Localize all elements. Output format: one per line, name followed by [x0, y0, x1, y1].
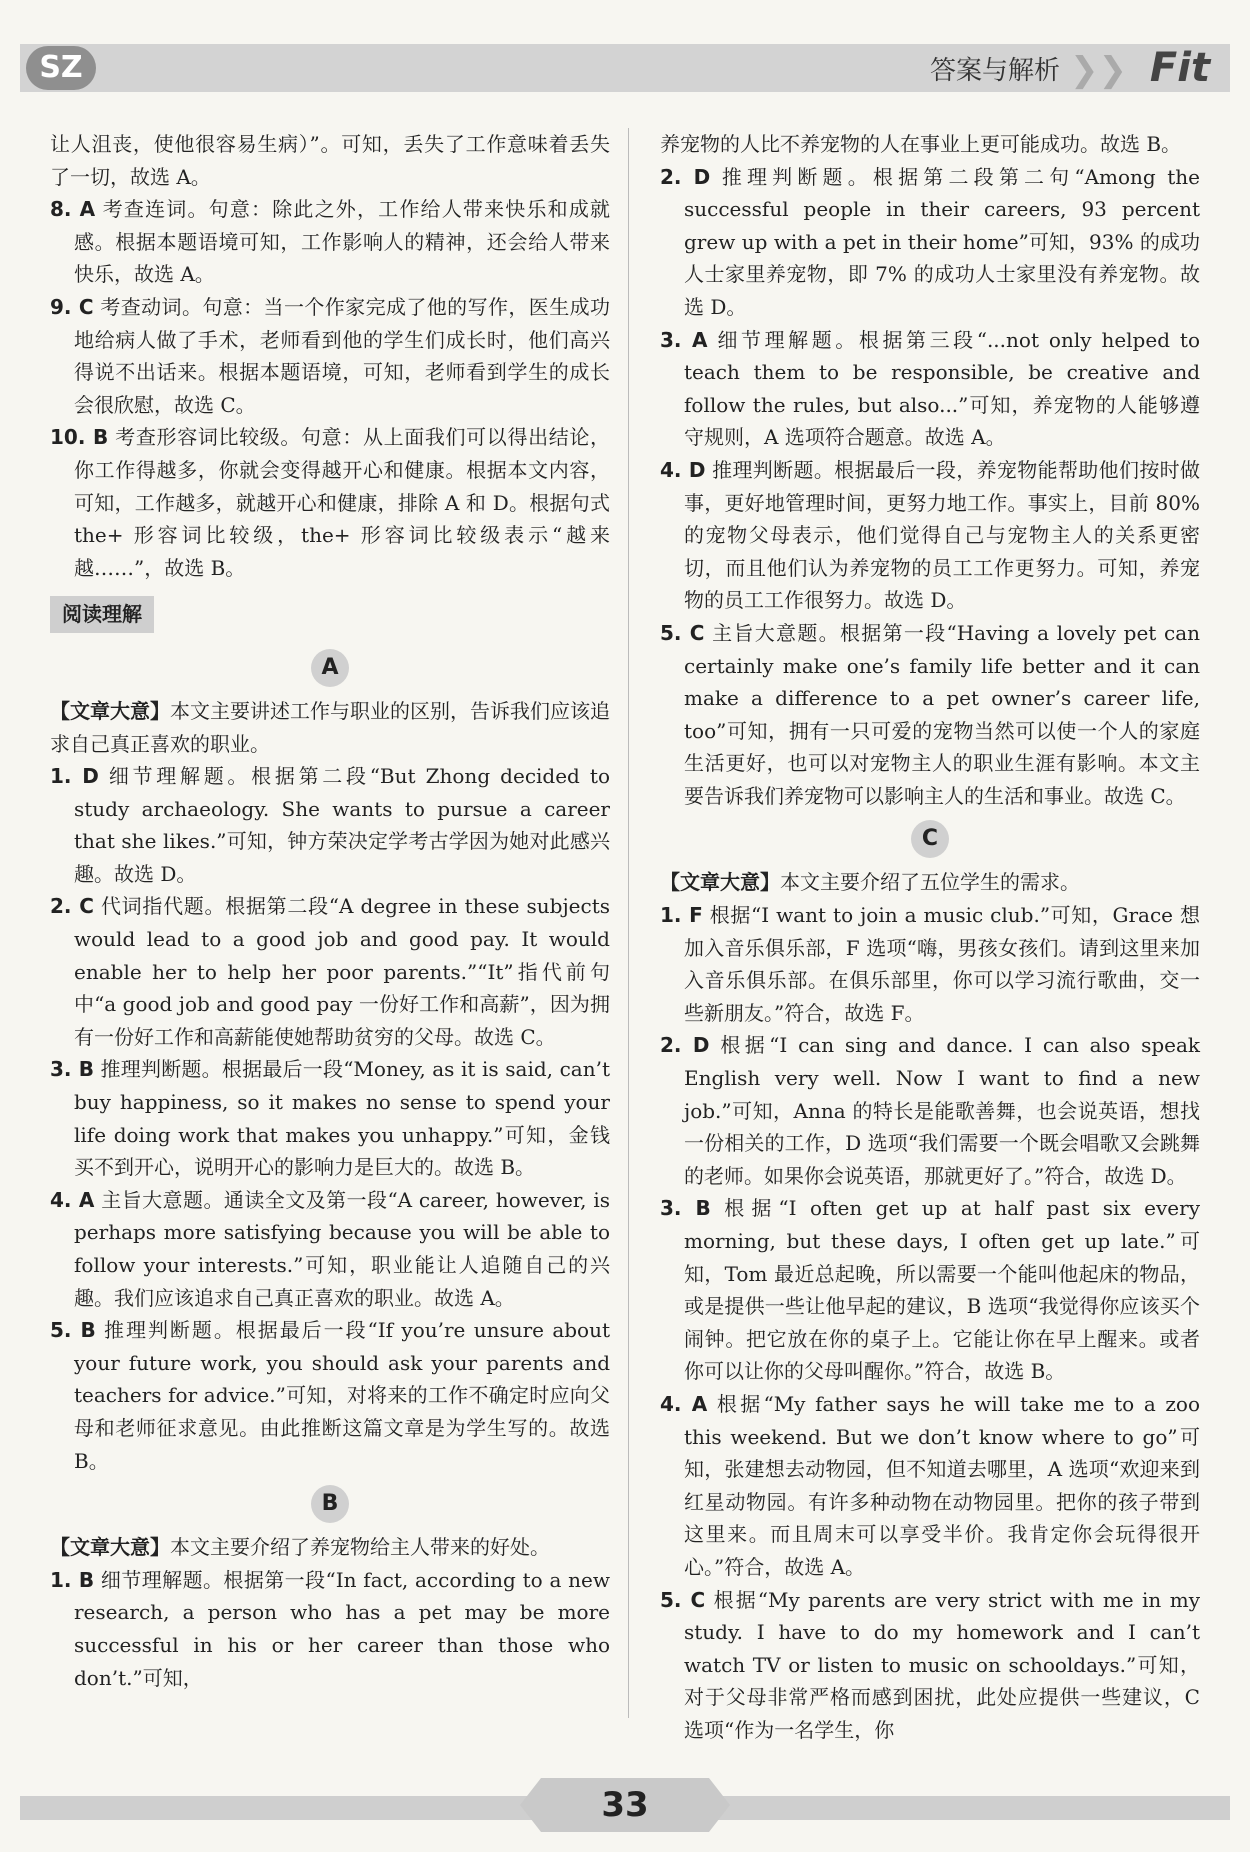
answer-number: 9. C — [50, 294, 94, 319]
answer-explanation: 细节理解题。根据第三段“...not only helped to teach them to be responsible, be creative and follow the rules, but also...”可知，养宠物的人能够遵守规则，A 选项符合题意。故选 A。 — [684, 327, 1201, 450]
answer-explanation: 细节理解题。根据第一段“In fact, according to a new research, a person who has a pet may be more successful in his or her career than those who don’t.”可知， — [74, 1567, 610, 1690]
column-divider — [628, 128, 629, 1718]
summary-tag: 【文章大意】 — [50, 698, 170, 723]
answer-item — [660, 161, 1200, 324]
answer-number: 2. D — [660, 164, 711, 189]
answer-explanation: 细节理解题。根据第二段“But Zhong decided to study archaeology. She wants to pursue a career that she likes.”可知，钟方荣决定学考古学因为她对此感兴趣。故选 D。 — [74, 764, 611, 886]
answer-explanation: 推理判断题。根据最后一段“If you’re unsure about your future work, you should ask your parents and teachers for advice.”可知，对将来的工作不确定时应向父母和老师征求意见。由此推断这篇文章是为学生写的。故选 B。 — [74, 1318, 610, 1473]
paragraph: 让人沮丧，使他很容易生病）”。可知，丢失了工作意味着丢失了一切，故选 A。 — [50, 132, 610, 189]
passage-label: C — [911, 820, 949, 858]
answer-item — [660, 1192, 1200, 1388]
answer-item — [50, 760, 610, 890]
passage-summary — [50, 695, 610, 760]
answer-number: 5. C — [660, 1587, 706, 1612]
answer-number: 3. B — [50, 1057, 94, 1082]
section-heading: 阅读理解 — [50, 596, 154, 633]
answer-number: 3. A — [660, 327, 708, 352]
answer-item — [50, 1053, 610, 1183]
answer-explanation: 根据“I often get up at half past six every morning, but these days, I often get up late.”可知，Tom 最近总起晚，所以需要一个能叫他起床的物品，或是提供一些让他早起的建议，B 选项“我觉得你应该买个闹钟。把它放在你的桌子上。它能让你在早上醒来。或者你可以让你的父母叫醒你。”符合，故选 B。 — [684, 1196, 1201, 1384]
answer-number: 2. D — [660, 1033, 710, 1058]
answer-explanation: 主旨大意题。根据第一段“Having a lovely pet can certainly make one’s family life better and it can make a difference to a pet owner’s career life, too”可知，拥有一只可爱的宠物当然可以使一个人的家庭生活更好，也可以对宠物主人的职业生涯有影响。本文主要告诉我们养宠物可以影响主人的生活和事业。故选 C。 — [684, 620, 1201, 808]
summary-tag: 【文章大意】 — [660, 870, 780, 895]
answer-number: 4. A — [660, 1391, 708, 1416]
passage-label: B — [311, 1485, 349, 1523]
fit-logo: Fit — [1149, 45, 1211, 91]
answer-explanation: 根据“I want to join a music club.”可知，Grace 想加入音乐俱乐部，F 选项“嗨，男孩女孩们。请到这里来加入音乐俱乐部。在俱乐部里，你可以学习流行歌曲，交一些新朋友。”符合，故选 F。 — [684, 903, 1200, 1025]
answer-item — [50, 1564, 610, 1694]
passage-label: A — [311, 649, 349, 687]
answer-explanation: 根据“My father says he will take me to a zoo this weekend. But we don’t know where to go”可知，张建想去动物园，但不知道去哪里，A 选项“欢迎来到红星动物园。有许多种动物在动物园里。把你的孩子带到这里来。而且周末可以享受半价。我肯定你会玩得很开心。”符合，故选 A。 — [684, 1391, 1200, 1579]
answer-number: 4. D — [660, 457, 706, 482]
answer-item — [660, 454, 1200, 617]
chevron-right-icon: ❯❯ — [1070, 50, 1127, 90]
answer-number: 1. F — [660, 903, 703, 928]
answer-number: 5. C — [660, 620, 705, 645]
answer-item — [660, 1029, 1200, 1192]
answer-explanation: 根据“I can sing and dance. I can also speak English very well. Now I want to find a new job.”可知，Anna 的特长是能歌善舞，也会说英语，想找一份相关的工作，D 选项“我们需要一个既会唱歌又会跳舞的老师。如果你会说英语，那就更好了。”符合，故选 D。 — [684, 1033, 1201, 1188]
answer-item — [50, 1314, 610, 1477]
header-title: 答案与解析 — [929, 56, 1060, 86]
answer-number: 1. D — [50, 764, 99, 789]
answer-number: 8. A — [50, 197, 96, 222]
answer-explanation: 推理判断题。根据第二段第二句“Among the successful people in their careers, 93 percent grew up with a pet in their home”可知，93% 的成功人士家里养宠物，即 7% 的成功人士家里没有养宠物。故选 D。 — [684, 164, 1201, 319]
answer-explanation: 代词指代题。根据第二段“A degree in these subjects would lead to a good job and good pay. It would enable her to help her poor parents.”“It”指代前句中“a good job and good pay 一份好工作和高薪”，因为拥有一份好工作和高薪能使她帮助贫穷的父母。故选 C。 — [74, 894, 611, 1049]
section-heading-wrap — [50, 584, 610, 641]
answer-explanation: 考查形容词比较级。句意：从上面我们可以得出结论，你工作得越多，你就会变得越开心和健康。根据本文内容，可知，工作越多，就越开心和健康，排除 A 和 D。根据句式 the+ 形容词比较级，the+ 形容词比较级表示“越来越……”，故选 B。 — [74, 425, 611, 580]
left-column — [50, 128, 610, 1694]
summary-text: 本文主要讲述工作与职业的区别，告诉我们应该追求自己真正喜欢的职业。 — [50, 698, 610, 756]
passage-summary — [660, 866, 1200, 899]
answer-number: 4. A — [50, 1187, 95, 1212]
answer-explanation: 考查动词。句意：当一个作家完成了他的写作，医生成功地给病人做了手术，老师看到他的学生们成长时，他们高兴得说不出话来。根据本题语境，可知，老师看到学生的成长会很欣慰，故选 C。 — [74, 294, 611, 417]
answer-explanation: 考查连词。句意：除此之外，工作给人带来快乐和成就感。根据本题语境可知，工作影响人的精神，还会给人带来快乐，故选 A。 — [74, 197, 611, 287]
answer-number: 1. B — [50, 1567, 95, 1592]
answer-item — [660, 1584, 1200, 1747]
answer-explanation: 推理判断题。根据最后一段“Money, as it is said, can’t buy happiness, so it makes no sense to spend your life doing work that makes you unhappy.”可知，金钱买不到开心，说明开心的影响力是巨大的。故选 B。 — [74, 1057, 610, 1180]
answer-item — [660, 617, 1200, 813]
right-column — [660, 128, 1200, 1747]
summary-text: 本文主要介绍了五位学生的需求。 — [780, 870, 1080, 895]
passage-summary — [50, 1531, 610, 1564]
answer-number: 2. C — [50, 894, 94, 919]
sz-logo: SZ — [26, 46, 96, 90]
answer-number: 3. B — [660, 1196, 711, 1221]
answer-item — [50, 1184, 610, 1314]
answer-item — [50, 421, 610, 584]
answer-item — [660, 1388, 1200, 1584]
answer-explanation: 根据“My parents are very strict with me in my study. I have to do my homework and I can’t watch TV or listen to music on schooldays.”可知，对于父母非常严格而感到困扰，此处应提供一些建议，C 选项“作为一名学生，你 — [684, 1587, 1200, 1742]
answer-item — [660, 324, 1200, 454]
answer-item — [50, 890, 610, 1053]
answer-item — [50, 193, 610, 291]
summary-text: 本文主要介绍了养宠物给主人带来的好处。 — [170, 1535, 550, 1560]
summary-tag: 【文章大意】 — [50, 1535, 170, 1560]
page-number: 33 — [601, 1785, 649, 1825]
answer-number: 10. B — [50, 425, 109, 450]
answer-explanation: 主旨大意题。通读全文及第一段“A career, however, is perhaps more satisfying because you will be able to follow your interests.”可知，职业能让人追随自己的兴趣。我们应该追求自己真正喜欢的职业。故选 A。 — [74, 1187, 610, 1310]
answer-item — [660, 899, 1200, 1029]
answer-explanation: 推理判断题。根据最后一段，养宠物能帮助他们按时做事，更好地管理时间，更努力地工作。事实上，目前 80% 的宠物父母表示，他们觉得自己与宠物主人的关系更密切，而且他们认为养宠物的员工工作更努力。可知，养宠物的员工工作很努力。故选 D。 — [684, 457, 1201, 613]
answer-number: 5. B — [50, 1318, 96, 1343]
paragraph: 养宠物的人比不养宠物的人在事业上更可能成功。故选 B。 — [660, 132, 1182, 156]
answer-item — [50, 291, 610, 421]
